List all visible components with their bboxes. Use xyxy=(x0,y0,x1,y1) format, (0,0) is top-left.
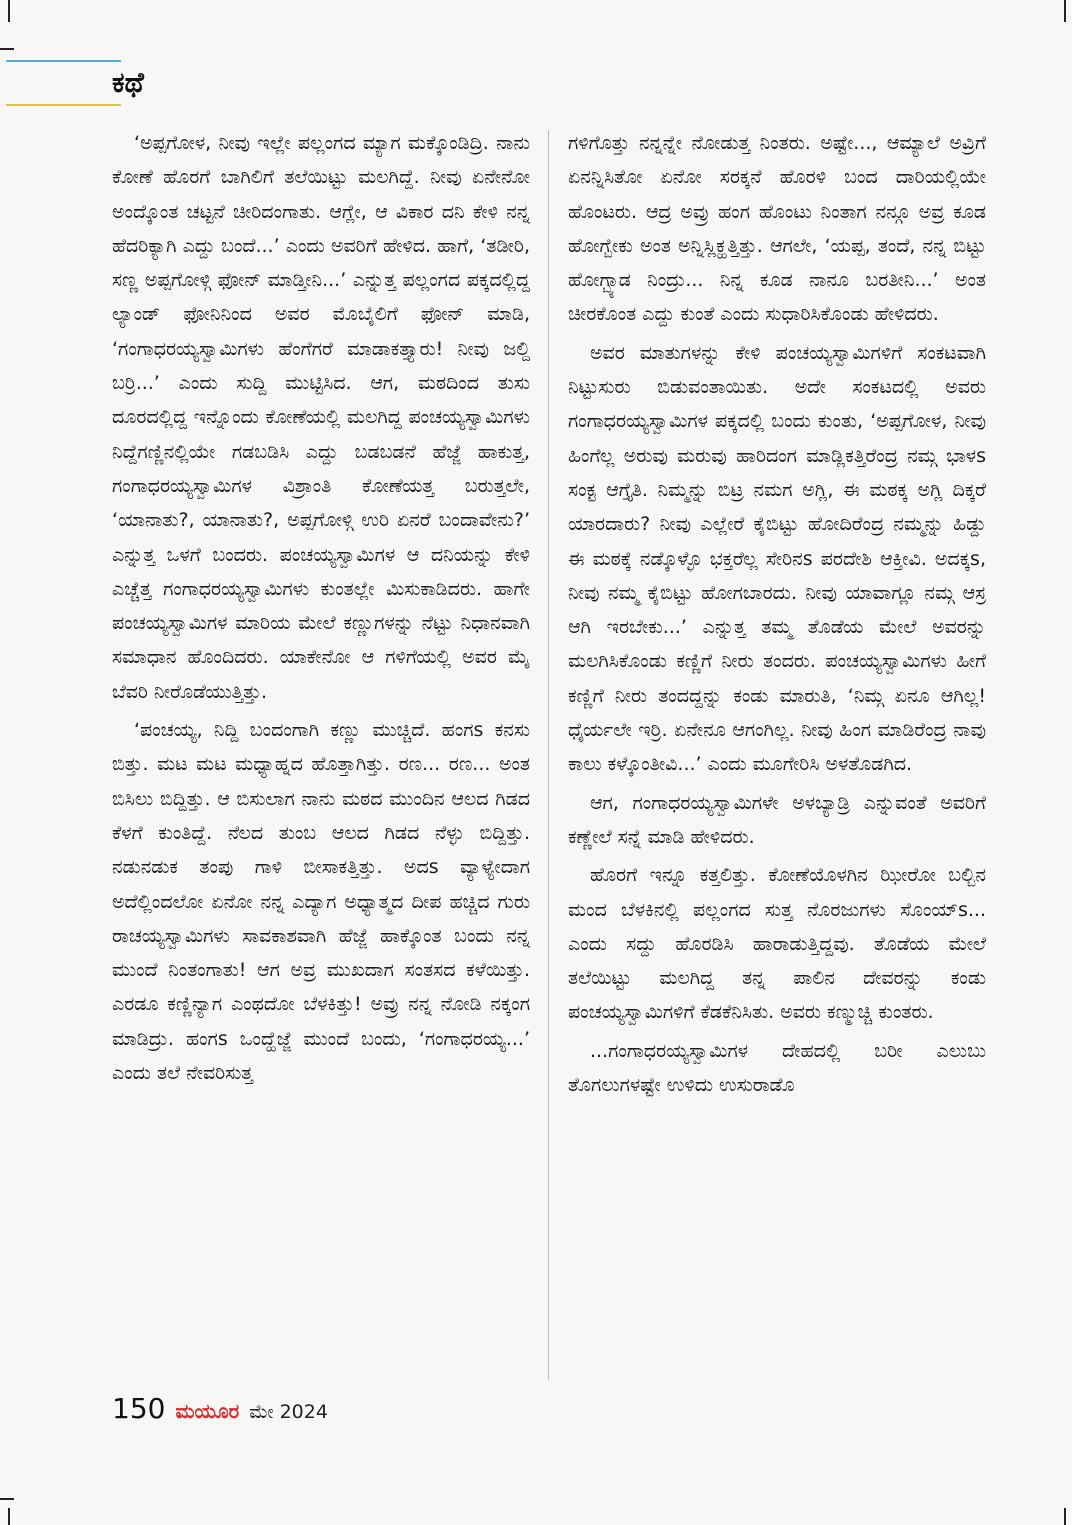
page-number: 150 xyxy=(112,1392,166,1425)
left-column xyxy=(112,126,530,1090)
paragraph: ಅವರ ಮಾತುಗಳನ್ನು ಕೇಳಿ ಪಂಚಯ್ಯಸ್ವಾಮಿಗಳಿಗೆ ಸಂಕಟವಾಗಿ ನಿಟ್ಟುಸುರು ಬಿಡುವಂತಾಯಿತು. ಅದೇ ಸಂಕಟದಲ್ಲಿ ಅವರು ಗಂಗಾಧರಯ್ಯಸ್ವಾಮಿಗಳ ಪಕ್ಕದಲ್ಲಿ ಬಂದು ಕುಂತು, ‘ಅಪ್ಪಗೋಳ, ನೀವು ಹಿಂಗೆಲ್ಲ ಅರುವು ಮರುವು ಹಾರಿದಂಗ ಮಾಡ್ಲಿಕತ್ತಿರೆಂದ್ರ ನಮ್ಗ ಭಾಳs ಸಂಕ್ಟ ಆಗ್ತೈತಿ. ನಿಮ್ಮನ್ನು ಬಿಟ್ರ ನಮಗ ಅಗ್ಲಿ, ಈ ಮಠಕ್ಕ ಅಗ್ಲಿ ದಿಕ್ಕರೆ ಯಾರದಾರು? ನೀವು ಎಲ್ಲೇರೆ ಕೈಬಿಟ್ಟು ಹೋದಿರೆಂದ್ರ ನಮ್ಮನ್ನು ಹಿಡ್ದು ಈ ಮಠಕ್ಕೆ ನಡ್ಕೊಳ್ಳೊ ಭಕ್ತರೆಲ್ಲ ಸೇರಿನs ಪರದೇಶಿ ಆಕ್ತೀವಿ. ಅದಕ್ಕs, ನೀವು ನಮ್ಮ ಕೈಬಿಟ್ಟು ಹೋಗಬಾರದು. ನೀವು ಯಾವಾಗ್ಲೂ ನಮ್ಗ ಆಸ್ರ ಆಗಿ ಇರಬೇಕು...’ ಎನ್ನುತ್ತ ತಮ್ಮ ತೊಡೆಯ ಮೇಲೆ ಅವರನ್ನು ಮಲಗಿಸಿಕೊಂಡು ಕಣ್ಣಿಗೆ ನೀರು ತಂದರು. ಪಂಚಯ್ಯಸ್ವಾಮಿಗಳು ಹೀಗೆ ಕಣ್ಣಿಗೆ ನೀರು ತಂದದ್ದನ್ನು ಕಂಡು ಮಾರುತಿ, ‘ನಿಮ್ಗ ಏನೂ ಆಗಿಲ್ಲ! ಧೈರ್ಯಲೇ ಇರ್ರಿ. ಏನೇನೂ ಆಗಂಗಿಲ್ಲ. ನೀವು ಹಿಂಗ ಮಾಡಿರೆಂದ್ರ ನಾವು ಕಾಲು ಕಳ್ಕೊಂತೀವಿ...’ ಎಂದು ಮೂಗೇರಿಸಿ ಅಳತೊಡಗಿದ. xyxy=(568,341,986,776)
section-rule-top xyxy=(6,60,121,62)
crop-mark-top-left xyxy=(8,0,10,22)
section-rule-bottom xyxy=(6,104,121,106)
paragraph: ‘ಅಪ್ಪಗೋಳ, ನೀವು ಇಲ್ಲೇ ಪಲ್ಲಂಗದ ಮ್ಯಾಗ ಮಕ್ಕೊಂಡಿದ್ರಿ. ನಾನು ಕೋಣೆ ಹೊರಗೆ ಬಾಗಿಲಿಗೆ ತಲೆಯಿಟ್ಟು ಮಲಗಿದ್ದೆ. ನೀವು ಏನೇನೋ ಅಂದ್ಕೊಂತ ಚಟ್ಟನೆ ಚೀರಿದಂಗಾತು. ಆಗ್ಲೇ, ಆ ವಿಕಾರ ದನಿ ಕೇಳಿ ನನ್ನ ಹೆದರಿಕ್ಯಾಗಿ ಎದ್ದು ಬಂದೆ...’ ಎಂದು ಅವರಿಗೆ ಹೇಳಿದ. ಹಾಗೆ, ‘ತಡೀರಿ, ಸಣ್ಣ ಅಪ್ಪಗೋಳ್ಗಿ ಫೋನ್ ಮಾಡ್ತೀನಿ...’ ಎನ್ನುತ್ತ ಪಲ್ಲಂಗದ ಪಕ್ಕದಲ್ಲಿದ್ದ ಲ್ಯಾಂಡ್ ಫೋನಿನಿಂದ ಅವರ ಮೊಬೈಲಿಗೆ ಫೋನ್ ಮಾಡಿ, ‘ಗಂಗಾಧರಯ್ಯಸ್ವಾಮಿಗಳು ಹೆಂಗೆಗರೆ ಮಾಡಾಕತ್ತ್ಯಾರು! ನೀವು ಜಲ್ದಿ ಬರ್ರಿ...’ ಎಂದು ಸುದ್ದಿ ಮುಟ್ಟಿಸಿದ. ಆಗ, ಮಠದಿಂದ ತುಸು ದೂರದಲ್ಲಿದ್ದ ಇನ್ನೊಂದು ಕೋಣೆಯಲ್ಲಿ ಮಲಗಿದ್ದ ಪಂಚಯ್ಯಸ್ವಾಮಿಗಳು ನಿದ್ದೆಗಣ್ಣಿನಲ್ಲಿಯೇ ಗಡಬಡಿಸಿ ಎದ್ದು ಬಡಬಡನೆ ಹೆಜ್ಜೆ ಹಾಕುತ್ತ, ಗಂಗಾಧರಯ್ಯಸ್ವಾಮಿಗಳ ವಿಶ್ರಾಂತಿ ಕೋಣೆಯತ್ತ ಬರುತ್ತಲೇ, ‘ಯಾನಾತು?, ಯಾನಾತು?, ಅಪ್ಪಗೋಳ್ಗಿ ಉರಿ ಏನರೆ ಬಂದಾವೇನು?’ ಎನ್ನುತ್ತ ಒಳಗೆ ಬಂದರು. ಪಂಚಯ್ಯಸ್ವಾಮಿಗಳ ಆ ದನಿಯನ್ನು ಕೇಳಿ ಎಚ್ಚೆತ್ತ ಗಂಗಾಧರಯ್ಯಸ್ವಾಮಿಗಳು ಕುಂತಲ್ಲೇ ಮಿಸುಕಾಡಿದರು. ಹಾಗೇ ಪಂಚಯ್ಯಸ್ವಾಮಿಗಳ ಮಾರಿಯ ಮೇಲೆ ಕಣ್ಣುಗಳನ್ನು ನೆಟ್ಟು ನಿಧಾನವಾಗಿ ಸಮಾಧಾನ ಹೊಂದಿದರು. ಯಾಕೇನೋ ಆ ಗಳಿಗೆಯಲ್ಲಿ ಅವರ ಮೈ ಬೆವರಿ ನೀರೊಡೆಯುತ್ತಿತ್ತು. xyxy=(112,132,530,703)
paragraph: ಗಳಿಗೊತ್ತು ನನ್ನನ್ನೇ ನೋಡುತ್ತ ನಿಂತರು. ಅಷ್ಟೇ..., ಆಮ್ಯಾಲೆ ಅವ್ರಿಗೆ ಏನನ್ನಿಸಿತೋ ಏನೋ ಸರಕ್ಕನೆ ಹೊರಳಿ ಬಂದ ದಾರಿಯಲ್ಲಿಯೇ ಹೊಂಟರು. ಆದ್ರ ಅವ್ರು ಹಂಗ ಹೊಂಟು ನಿಂತಾಗ ನನ್ಗೂ ಅವ್ರ ಕೂಡ ಹೋಗ್ಬೇಕು ಅಂತ ಅನ್ನಿಸ್ಲಿಕ್ಹತ್ತಿತ್ತು. ಆಗಲೇ, ‘ಯಪ್ಪ, ತಂದೆ, ನನ್ನ ಬಿಟ್ಟು ಹೋಗ್ಬ್ಯಾಡ ನಿಂದ್ರು... ನಿನ್ನ ಕೂಡ ನಾನೂ ಬರತೀನಿ...’ ಅಂತ ಚೀರಕೊಂತ ಎದ್ದು ಕುಂತೆ ಎಂದು ಸುಧಾರಿಸಿಕೊಂಡು ಹೇಳಿದರು. xyxy=(568,132,986,326)
paragraph: ...ಗಂಗಾಧರಯ್ಯಸ್ವಾಮಿಗಳ ದೇಹದಲ್ಲಿ ಬರೀ ಎಲುಬು ತೊಗಲುಗಳಷ್ಟೇ ಉಳಿದು ಉಸುರಾಡೊ xyxy=(568,1039,986,1097)
crop-mark-bottom-left xyxy=(0,1498,14,1500)
paragraph: ಆಗ, ಗಂಗಾಧರಯ್ಯಸ್ವಾಮಿಗಳೇ ಅಳಬ್ಯಾಡ್ರಿ ಎನ್ನುವಂತೆ ಅವರಿಗೆ ಕಣ್ಣೇಲೆ ಸನ್ನೆ ಮಾಡಿ ಹೇಳಿದರು. xyxy=(568,791,986,848)
right-column xyxy=(568,126,986,1102)
section-label: ಕಥೆ xyxy=(112,66,144,99)
paragraph: ‘ಪಂಚಯ್ಯ, ನಿದ್ದಿ ಬಂದಂಗಾಗಿ ಕಣ್ಣು ಮುಚ್ಚಿದೆ. ಹಂಗs ಕನಸು ಬಿತ್ತು. ಮಟ ಮಟ ಮಧ್ಯಾಹ್ನದ ಹೊತ್ತಾಗಿತ್ತು. ರಣ... ರಣ... ಅಂತ ಬಿಸಿಲು ಬಿದ್ದಿತ್ತು. ಆ ಬಿಸುಲಾಗ ನಾನು ಮಠದ ಮುಂದಿನ ಆಲದ ಗಿಡದ ಕೆಳಗೆ ಕುಂತಿದ್ದೆ. ನೆಲದ ತುಂಬ ಆಲದ ಗಿಡದ ನೆಳ್ಳು ಬಿದ್ದಿತ್ತು. ನಡುನಡುಕ ತಂಪು ಗಾಳಿ ಬೀಸಾಕತ್ತಿತ್ತು. ಅದs ವ್ಯಾಳ್ಯೇದಾಗ ಅದೆಲ್ಲಿಂದಲೋ ಏನೋ ನನ್ನ ಎದ್ಯಾಗ ಅಧ್ಯಾತ್ಮದ ದೀಪ ಹಚ್ಚಿದ ಗುರು ರಾಚಯ್ಯಸ್ವಾಮಿಗಳು ಸಾವಕಾಶವಾಗಿ ಹೆಜ್ಜೆ ಹಾಕ್ಕೊಂತ ಬಂದು ನನ್ನ ಮುಂದೆ ನಿಂತಂಗಾತು! ಆಗ ಅವ್ರ ಮುಖದಾಗ ಸಂತಸದ ಕಳೆಯಿತ್ತು. ಎರಡೂ ಕಣ್ಣಿನ್ಯಾಗ ಎಂಥದೋ ಬೆಳಕಿತ್ತು! ಅವ್ರು ನನ್ನ ನೋಡಿ ನಕ್ಕಂಗ ಮಾಡಿದ್ರು. ಹಂಗs ಒಂದ್ಹೆಜ್ಜೆ ಮುಂದೆ ಬಂದು, ‘ಗಂಗಾಧರಯ್ಯ...’ ಎಂದು ತಲೆ ನೇವರಿಸುತ್ತ xyxy=(112,719,530,1085)
paragraph: ಹೊರಗೆ ಇನ್ನೂ ಕತ್ತಲಿತ್ತು. ಕೋಣೆಯೊಳಗಿನ ಝೀರೋ ಬಲ್ಬಿನ ಮಂದ ಬೆಳಕಿನಲ್ಲಿ ಪಲ್ಲಂಗದ ಸುತ್ತ ನೊರಜುಗಳು ಸೊಂಯ್s... ಎಂದು ಸದ್ದು ಹೊರಡಿಸಿ ಹಾರಾಡುತ್ತಿದ್ದವು. ತೊಡೆಯ ಮೇಲೆ ತಲೆಯಿಟ್ಟು ಮಲಗಿದ್ದ ತನ್ನ ಪಾಲಿನ ದೇವರನ್ನು ಕಂಡು ಪಂಚಯ್ಯಸ್ವಾಮಿಗಳಿಗೆ ಕೆಡಕೆನಿಸಿತು. ಅವರು ಕಣ್ಮುಚ್ಚಿ ಕುಂತರು. xyxy=(568,864,986,1024)
crop-mark-left xyxy=(0,48,14,50)
issue-date: ಮೇ 2024 xyxy=(249,1401,328,1423)
page-footer xyxy=(112,1392,328,1428)
crop-mark-bottom-left-v xyxy=(8,1508,10,1525)
crop-mark-bottom-right xyxy=(1064,1508,1066,1525)
magazine-name: ಮಯೂರ xyxy=(175,1399,240,1423)
crop-mark-top-right xyxy=(1064,0,1066,22)
column-divider xyxy=(548,130,549,1380)
